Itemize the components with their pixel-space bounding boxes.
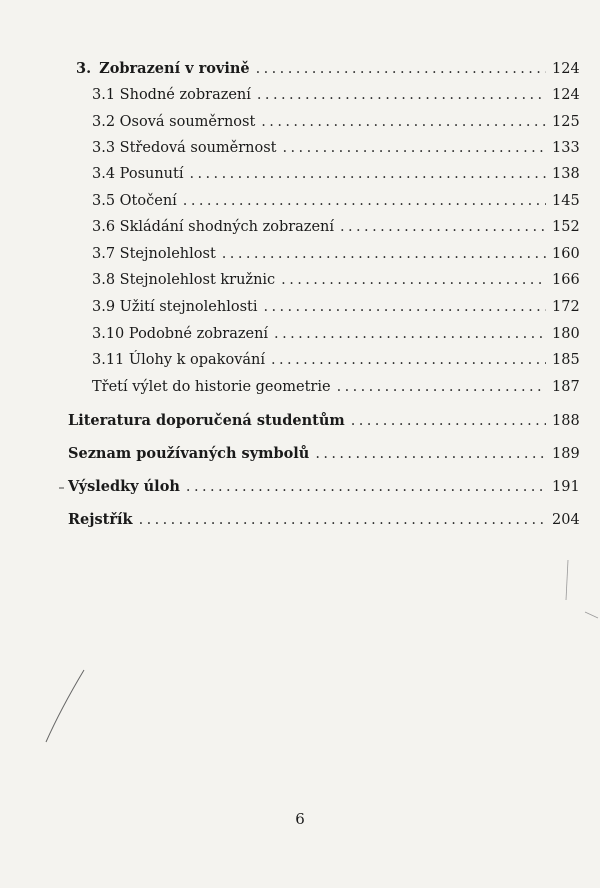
section-page: 125: [552, 114, 580, 130]
dot-leader: [340, 216, 546, 238]
stray-pencil-mark: [585, 612, 598, 618]
toc-section[interactable]: [92, 111, 580, 133]
entry-page: 204: [552, 512, 580, 528]
entry-page: 188: [552, 413, 580, 429]
dot-leader: [222, 243, 546, 265]
dot-leader: [256, 58, 546, 80]
section-title: 3.3 Středová souměrnost: [92, 140, 277, 156]
toc-section[interactable]: [92, 163, 580, 185]
dot-leader: [351, 410, 546, 432]
section-page: 187: [552, 379, 580, 395]
toc-entry-symboly[interactable]: [68, 443, 580, 465]
section-page: 172: [552, 299, 580, 315]
dot-leader: [337, 376, 546, 398]
dot-leader: [281, 269, 546, 291]
stray-pencil-mark: [566, 560, 568, 600]
toc-section[interactable]: [92, 243, 580, 265]
entry-title: Výsledky úloh: [68, 478, 180, 495]
entry-title: Rejstřík: [68, 511, 133, 528]
dot-leader: [186, 476, 546, 498]
section-page: 133: [552, 140, 580, 156]
section-page: 124: [552, 87, 580, 103]
section-title: Třetí výlet do historie geometrie: [92, 379, 331, 395]
section-page: 180: [552, 326, 580, 342]
stray-pencil-mark: [46, 670, 84, 742]
chapter-title: Zobrazení v rovině: [99, 60, 250, 77]
toc-section[interactable]: [92, 376, 580, 398]
dot-leader: [257, 84, 546, 106]
entry-page: 189: [552, 446, 580, 462]
toc-entry-literatura[interactable]: [68, 410, 580, 432]
entry-page: 191: [552, 479, 580, 495]
section-title: 3.9 Užití stejnolehlosti: [92, 299, 258, 315]
toc-entry-vysledky[interactable]: [68, 476, 580, 498]
section-page: 185: [552, 352, 580, 368]
toc-section[interactable]: [92, 190, 580, 212]
dot-leader: [315, 443, 546, 465]
dot-leader: [274, 323, 546, 345]
dot-leader: [190, 163, 547, 185]
section-title: 3.6 Skládání shodných zobrazení: [92, 219, 334, 235]
dot-leader: [183, 190, 546, 212]
chapter-page: 124: [552, 61, 580, 77]
page-number: 6: [295, 810, 305, 828]
section-title: 3.1 Shodné zobrazení: [92, 87, 251, 103]
toc-chapter-3[interactable]: [76, 58, 580, 80]
dot-leader: [139, 509, 546, 531]
toc-section[interactable]: [92, 84, 580, 106]
dot-leader: [283, 137, 546, 159]
dot-leader: [271, 349, 546, 371]
section-title: 3.11 Úlohy k opakování: [92, 352, 266, 368]
section-page: 160: [552, 246, 580, 262]
chapter-number: 3.: [76, 60, 92, 77]
section-title: 3.5 Otočení: [92, 193, 177, 209]
entry-title: Literatura doporučená studentům: [68, 412, 345, 429]
toc-section[interactable]: [92, 216, 580, 238]
section-title: 3.10 Podobné zobrazení: [92, 326, 269, 342]
section-page: 152: [552, 219, 580, 235]
section-title: 3.7 Stejnolehlost: [92, 246, 216, 262]
toc-section[interactable]: [92, 323, 580, 345]
section-page: 145: [552, 193, 580, 209]
section-title: 3.4 Posunutí: [92, 166, 184, 182]
section-title: 3.8 Stejnolehlost kružnic: [92, 272, 276, 288]
section-page: 138: [552, 166, 580, 182]
toc-section[interactable]: [92, 137, 580, 159]
entry-title: Seznam používaných symbolů: [68, 445, 310, 462]
toc-section[interactable]: [92, 349, 580, 371]
toc-entry-rejstrik[interactable]: [68, 509, 580, 531]
section-page: 166: [552, 272, 580, 288]
toc-section[interactable]: [92, 296, 580, 318]
dot-leader: [261, 111, 546, 133]
toc-section[interactable]: [92, 269, 580, 291]
dot-leader: [263, 296, 546, 318]
section-title: 3.2 Osová souměrnost: [92, 114, 256, 130]
